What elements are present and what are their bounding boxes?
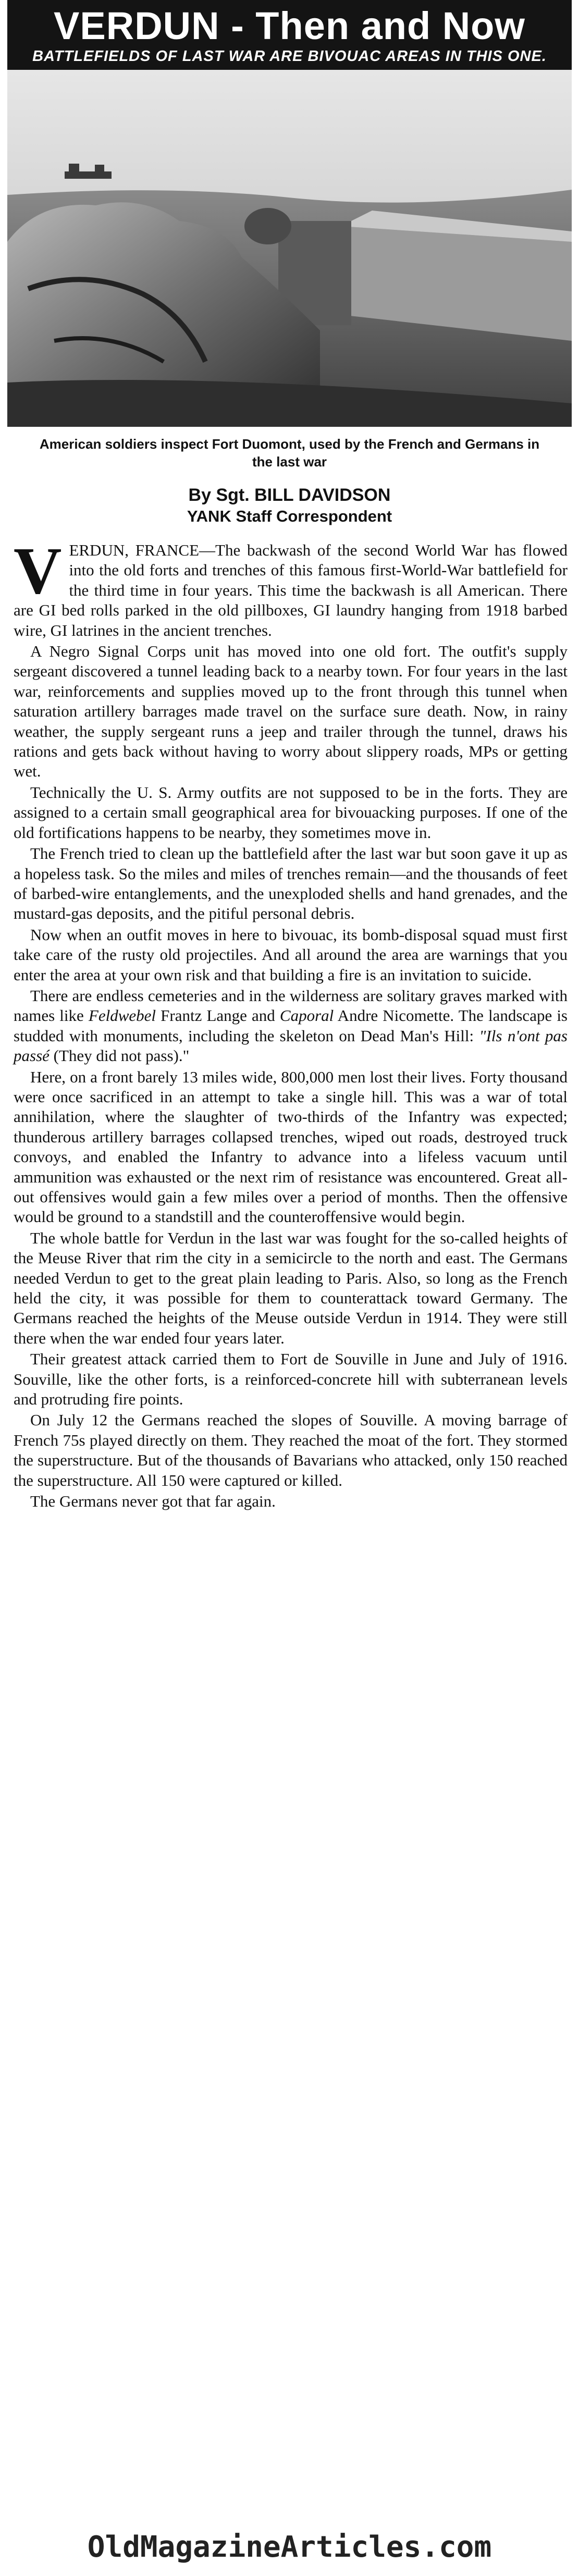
- paragraph-7: Here, on a front barely 13 miles wide, 800,000 men lost their lives. Forty thousand were once sacrificed in an attempt to take a single hill. This was a war of total annihilation, where the slaughter of two-thirds of the Infantry was expected; thunderous artillery barrages collapsed trenches, wiped out roads, destroyed truck convoys, and enabled the Infantry to advance into a lifeless vacuum until ammunition was exhausted or the next rim of resistance was encountered. Great all-out offensives would gain a few miles over a period of months. Then the offensive would be ground to a standstill and the counteroffensive would begin.: [14, 1067, 568, 1226]
- site-footer: OldMagazineArticles.com: [87, 2530, 492, 2564]
- paragraph-2: A Negro Signal Corps unit has moved into one old fort. The outfit's supply sergeant discovered a tunnel leading back to a nearby town. For four years in the last war, reinforcements and supplies moved up to the front through this tunnel when saturation artillery barrages made travel on the surface sure death. Now, in rainy weather, the supply sergeant runs a jeep and trailer through the tunnel, draws his rations and gets back without having to worry about slippery roads, MPs or getting wet.: [14, 642, 568, 781]
- paragraph-6-text-c: Andre Nicomette. The landscape is studded with monuments, including the skeleton on Dead Man's Hill:: [14, 1006, 568, 1045]
- headline: VERDUN - Then and Now: [54, 4, 525, 47]
- article-body: [7, 534, 572, 1512]
- photo-caption: American soldiers inspect Fort Duomont, used by the French and Germans in the last war: [39, 436, 540, 470]
- paragraph-6: [14, 986, 568, 1066]
- paragraph-1: [14, 534, 568, 640]
- monument-quote: "Ils n'ont pas passé: [14, 1026, 568, 1065]
- paragraph-11: The Germans never got that far again.: [30, 1492, 276, 1511]
- paragraph-4: The French tried to clean up the battlefield after the last war but soon gave it up as a hopeless task. So the miles and miles of trenches remain—and the thousands of feet of barbed-wire entanglements, and the unexploded shells and hand grenades, and the mustard-gas deposits, and the pitiful personal debris.: [14, 844, 568, 923]
- article-header: [7, 0, 572, 70]
- paragraph-3: Technically the U. S. Army outfits are not supposed to be in the forts. They are assigned to a certain small geographical area for bivouacking purposes. If one of the old fortifications happens to be nearby, they sometimes move in.: [14, 783, 568, 842]
- drop-cap: V: [14, 534, 62, 608]
- fort-duomont-photo: [7, 70, 572, 427]
- rank-caporal: Caporal: [279, 1006, 334, 1025]
- paragraph-10: On July 12 the Germans reached the slopes of Souville. A moving barrage of French 75s played directly on them. They reached the moat of the fort. They stormed the superstructure. But of the thousands of Bavarians who attacked, only 150 reached the superstructure. All 150 were captured or killed.: [14, 1411, 568, 1489]
- byline-author: By Sgt. BILL DAVIDSON: [188, 485, 391, 505]
- paragraph-9: Their greatest attack carried them to Fort de Souville in June and July of 1916. Souville, like the other forts, is a reinforced-concrete hill with subterranean levels and protruding fire points.: [14, 1350, 568, 1409]
- paragraph-5: Now when an outfit moves in here to bivouac, its bomb-disposal squad must first take care of the rusty old projectiles. And all around the area are warnings that you enter the area at your own risk and that building a fire is an invitation to suicide.: [14, 925, 568, 984]
- paragraph-8: The whole battle for Verdun in the last war was fought for the so-called heights of the Meuse River that rim the city in a semicircle to the north and east. The Germans needed Verdun to get to the great plain leading to Paris. Also, so long as the French held the city, it was possible for them to counterattack toward Germany. The Germans reached the heights of the Meuse outside Verdun in 1914. They were still there when the war ended four years later.: [14, 1228, 568, 1347]
- paragraph-6-text-b: Frantz Lange and: [156, 1006, 280, 1025]
- subheadline: BATTLEFIELDS OF LAST WAR ARE BIVOUAC AREAS IN THIS ONE.: [32, 48, 547, 65]
- rank-feldwebel: Feldwebel: [88, 1006, 156, 1025]
- dateline: ERDUN, FRANCE: [69, 541, 200, 559]
- paragraph-6-text-a: There are endless cemeteries and in the wilderness are solitary graves marked with names like: [14, 986, 568, 1025]
- paragraph-6-text-d: (They did not pass).": [49, 1046, 190, 1065]
- byline-role: YANK Staff Correspondent: [187, 507, 392, 525]
- paragraph-1-text: —The backwash of the second World War has flowed into the old forts and trenches of this famous first-World-War battlefield for the third time in four years. This time the backwash is all American. There are GI bed rolls parked in the old pillboxes, GI laundry hanging from 1918 barbed wire, GI latrines in the ancient trenches.: [14, 541, 568, 639]
